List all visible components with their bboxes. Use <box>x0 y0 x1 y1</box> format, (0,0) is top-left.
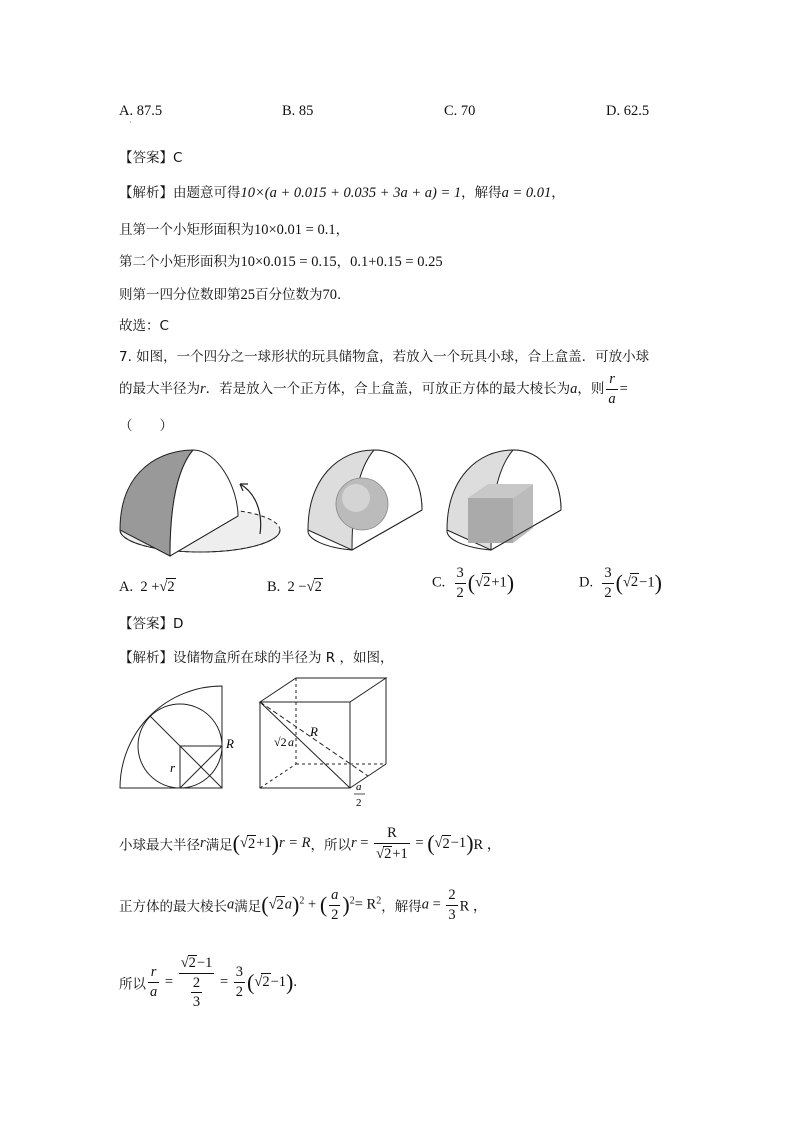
text: 设储物盒所在球的半径为 R ，如图， <box>173 650 394 666</box>
var-a: a <box>570 381 578 397</box>
text: 且第一个小矩形面积为 <box>119 222 254 238</box>
q6-answer: 【答案】C <box>119 150 183 166</box>
figure-quarter-sphere-lid <box>118 448 288 558</box>
equation: 10×0.01 = 0.1 <box>254 222 336 238</box>
fraction-r-over-a: $\frac{r}{a}$ <box>608 371 616 407</box>
solution-line3: 所以 $\frac{r}{a}$ = $\frac{√2-1}{\frac{2}{3}}$ = $\frac{3}{2}$ (√2−1). <box>119 955 297 1010</box>
text: 百分位数为 <box>255 287 323 303</box>
text: ，则 <box>577 381 605 397</box>
text: ， <box>336 254 351 270</box>
figure-cube-diagonal <box>256 674 396 810</box>
label-a-den: 2 <box>356 797 362 809</box>
text: 则第一四分位数即第 <box>119 287 241 303</box>
label-sqrt2-prefix: √2 <box>274 735 287 749</box>
dot-mark: · <box>129 118 132 127</box>
text: ．若是放入一个正方体，合上盒盖，可放正方体的最大棱长为 <box>205 381 571 397</box>
solution-line1: 小球最大半径r满足(√2+1)r = R，所以r = $\frac{R}{√2+1}$ = (√2−1)R ， <box>119 825 502 862</box>
q7-option-b: B. 2 −√2 <box>267 579 322 595</box>
number: 25 <box>240 287 255 303</box>
var-r: r <box>200 381 206 397</box>
analysis-label: 【解析】 <box>119 650 173 666</box>
text: 第二个小矩形面积为 <box>119 254 241 270</box>
label-sqrt2a: a <box>288 735 294 749</box>
q7-option-d: D. $\frac{3}{2}$ (√2−1) <box>579 565 662 601</box>
result: a = 0.01 <box>501 185 552 201</box>
q7-option-a: A. 2 +√2 <box>119 579 175 595</box>
option-b: B. 85 <box>282 103 314 119</box>
q6-line3 <box>119 250 443 271</box>
label-r: r <box>170 760 176 775</box>
figure-cube-in-box <box>443 448 568 558</box>
option-d: D. 62.5 <box>606 103 650 119</box>
equals: = <box>619 381 628 397</box>
label-R: R <box>310 724 318 739</box>
text: . <box>337 287 342 303</box>
q6-line2 <box>119 218 349 239</box>
figure-sphere-in-box <box>304 448 429 558</box>
q7-analysis-line <box>119 646 393 666</box>
q7-answer: 【答案】D <box>119 616 184 632</box>
analysis-label: 【解析】 <box>119 185 173 201</box>
q7-stem-line3: （ ） <box>119 418 173 434</box>
q6-analysis-line1 <box>119 181 565 202</box>
option-a: A. 87.5 <box>119 103 163 119</box>
q7-stem-line1: 7. 如图，一个四分之一球形状的玩具储物盒，若放入一个玩具小球，合上盒盖．可放小球 <box>119 349 650 365</box>
text: 由题意可得 <box>173 185 241 201</box>
text: 的最大半径为 <box>119 381 200 397</box>
label-a-num: a <box>356 781 362 793</box>
number: 70 <box>322 287 337 303</box>
label-R: R <box>226 736 234 751</box>
q6-line4 <box>119 283 341 304</box>
text: ， <box>551 185 565 201</box>
text: ，解得 <box>461 185 502 201</box>
q7-stem-line2 <box>119 372 628 406</box>
option-c: C. 70 <box>444 103 476 119</box>
q6-choose: 故选：C <box>119 318 169 334</box>
text: ， <box>335 222 350 238</box>
figure-quarter-circle-inscribed <box>118 684 238 794</box>
q7-option-c: C. $\frac{3}{2}$ (√2+1) <box>432 565 515 601</box>
equation: 0.1+0.15 = 0.25 <box>350 254 443 270</box>
solution-line2: 正方体的最大棱长a满足$(√2a)^2$ + ( $\frac{a}{2}$ )$^2= R^2$，解得a = $\frac{2}{3}$ R ， <box>119 887 488 923</box>
equation: 10×0.015 = 0.15 <box>240 254 337 270</box>
equation: 10×(a + 0.015 + 0.035 + 3a + a) = 1 <box>240 185 462 201</box>
